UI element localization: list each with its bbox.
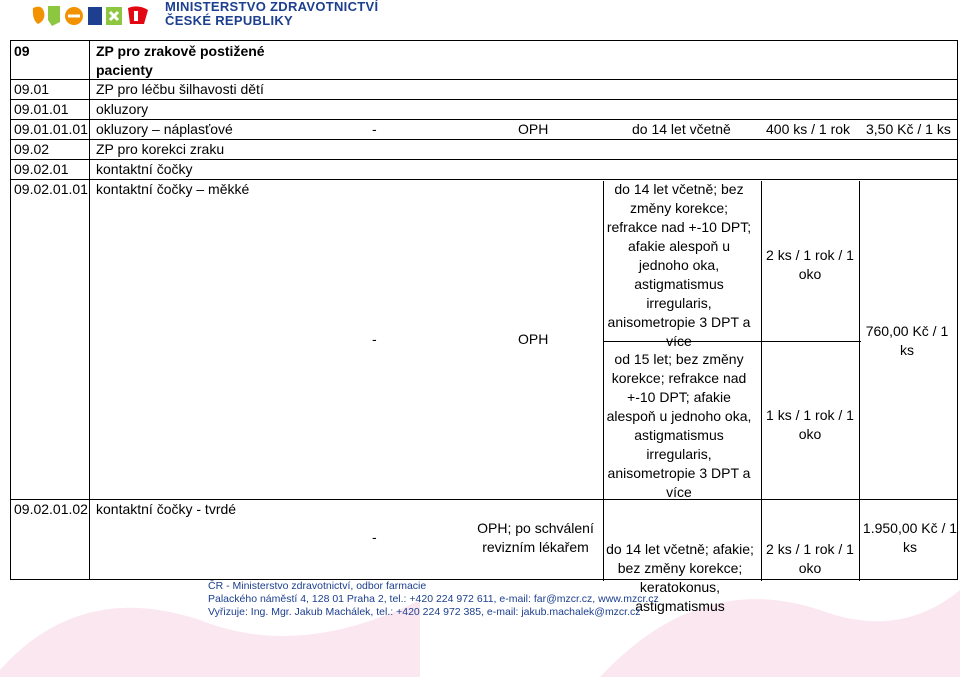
row-col4: OPH; po schválení revizním lékařem bbox=[477, 520, 594, 555]
row-limit-a: 2 ks / 1 rok / 1 oko bbox=[766, 247, 854, 282]
row-col3: - bbox=[372, 331, 377, 347]
row-name: kontaktní čočky - tvrdé bbox=[96, 501, 237, 517]
row-code: 09.02.01.02 bbox=[14, 501, 88, 517]
row-name: kontaktní čočky bbox=[96, 161, 193, 177]
row-indication-b: od 15 let; bez změny korekce; refrakce nad +-10 DPT; afakie alespoň u jednoho oka, astigmatismus irregularis, anisometropie 3 DPT a více bbox=[606, 351, 752, 500]
row-name: ZP pro zrakově postižené pacienty bbox=[96, 43, 265, 78]
row-col4: OPH bbox=[518, 121, 549, 137]
row-code: 09.01 bbox=[14, 81, 50, 97]
row-col4: OPH bbox=[518, 331, 549, 347]
row-limit: 400 ks / 1 rok bbox=[766, 121, 851, 137]
row-price: 3,50 Kč / 1 ks bbox=[866, 121, 951, 137]
row-name: ZP pro korekci zraku bbox=[96, 141, 225, 157]
row-code: 09.01.01 bbox=[14, 101, 69, 117]
row-code: 09.02.01 bbox=[14, 161, 69, 177]
row-limit-b: 1 ks / 1 rok / 1 oko bbox=[766, 407, 854, 442]
footer-line-1: ČR - Ministerstvo zdravotnictví, odbor farmacie bbox=[208, 580, 427, 592]
ministry-line-1: MINISTERSTVO ZDRAVOTNICTVÍ bbox=[165, 0, 379, 14]
row-name: okluzory bbox=[96, 101, 149, 117]
footer-line-2: Palackého náměstí 4, 128 01 Praha 2, tel.: +420 224 972 611, e-mail: far@mzcr.cz, www.mzcr.cz bbox=[208, 593, 659, 605]
row-limit: 2 ks / 1 rok / 1 oko bbox=[766, 541, 854, 576]
row-code: 09.02.01.01 bbox=[14, 181, 88, 197]
page-header bbox=[0, 0, 960, 34]
ministry-line-2: ČESKÉ REPUBLIKY bbox=[165, 13, 294, 28]
row-name: ZP pro léčbu šilhavosti dětí bbox=[96, 81, 264, 97]
row-indication-a: do 14 let včetně; bez změny korekce; refrakce nad +-10 DPT; afakie alespoň u jednoho oka, astigmatismus irregularis, anisometropie 3 DPT a více bbox=[606, 181, 752, 349]
row-name: okluzory – náplasťové bbox=[96, 121, 233, 137]
row-price: 760,00 Kč / 1 ks bbox=[865, 323, 949, 358]
row-code: 09 bbox=[14, 43, 30, 59]
row-indication: do 14 let včetně bbox=[632, 121, 731, 137]
footer-line-3: Vyřizuje: Ing. Mgr. Jakub Machálek, tel.: +420 224 972 385, e-mail: jakub.machalek@mzcr.cz bbox=[208, 606, 641, 618]
ministry-name bbox=[165, 0, 378, 28]
row-code: 09.01.01.01 bbox=[14, 121, 88, 137]
row-price: 1.950,00 Kč / 1 ks bbox=[862, 520, 958, 555]
row-name: kontaktní čočky – měkké bbox=[96, 181, 250, 197]
ministry-logo bbox=[30, 2, 155, 30]
row-col3: - bbox=[372, 529, 377, 545]
row-indication: do 14 let včetně; afakie; bez změny korekce; keratokonus, astigmatismus bbox=[606, 541, 754, 614]
row-col3: - bbox=[372, 121, 377, 137]
row-code: 09.02 bbox=[14, 141, 50, 157]
